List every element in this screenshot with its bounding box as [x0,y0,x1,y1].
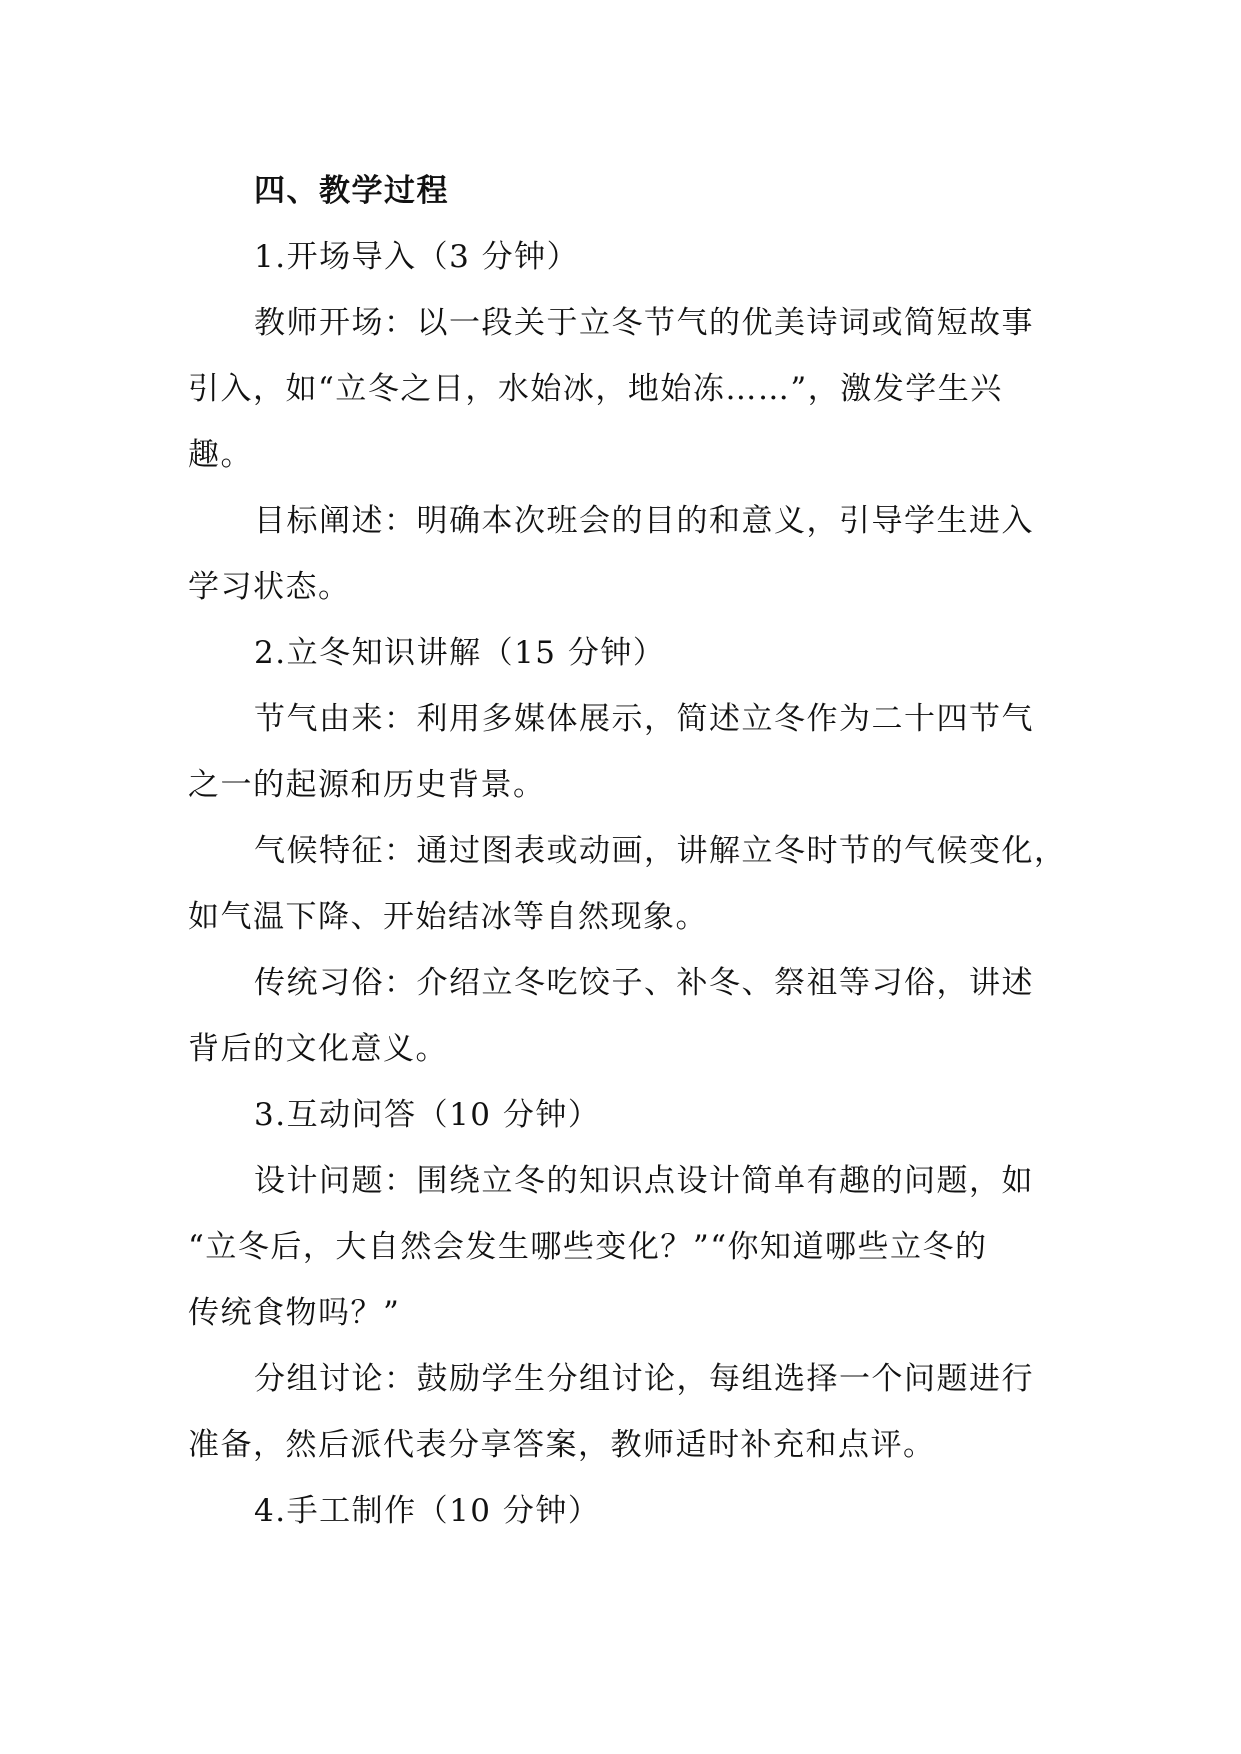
paragraph-line: 传统习俗：介绍立冬吃饺子、补冬、祭祖等习俗，讲述 [254,965,1034,1001]
paragraph [188,818,1067,950]
step-title: 3.互动问答（10 分钟） [254,1097,601,1133]
section-heading: 四、教学过程 [254,173,449,209]
paragraph-line: 设计问题：围绕立冬的知识点设计简单有趣的问题，如 [254,1163,1034,1199]
paragraph-line: 气候特征：通过图表或动画，讲解立冬时节的气候变化， [254,833,1067,869]
paragraph-line: 之一的起源和历史背景。 [188,767,546,803]
step-title: 1.开场导入（3 分钟） [254,239,580,275]
paragraph-line: 趣。 [188,437,253,473]
paragraph-line: 如气温下降、开始结冰等自然现象。 [188,899,708,935]
paragraph-line: 节气由来：利用多媒体展示，简述立冬作为二十四节气 [254,701,1034,737]
paragraph-line: “立冬后，大自然会发生哪些变化？”“你知道哪些立冬的 [188,1229,988,1265]
paragraph [188,1148,1060,1346]
step-title: 2.立冬知识讲解（15 分钟） [254,635,666,671]
paragraph-line: 教师开场：以一段关于立冬节气的优美诗词或简短故事 [254,305,1034,341]
paragraph-line: 目标阐述：明确本次班会的目的和意义，引导学生进入 [254,503,1034,539]
paragraph-line: 传统食物吗？” [188,1295,401,1331]
paragraph [188,1346,1060,1478]
paragraph-line: 引入，如“立冬之日，水始冰，地始冻……”，激发学生兴 [188,371,1003,407]
document-body [188,158,1067,1544]
paragraph [188,488,1060,620]
paragraph-line: 准备，然后派代表分享答案，教师适时补充和点评。 [188,1427,936,1463]
paragraph-line: 背后的文化意义。 [188,1031,448,1067]
paragraph [188,686,1060,818]
paragraph [188,290,1060,488]
paragraph [188,950,1060,1082]
step-title: 4.手工制作（10 分钟） [254,1493,601,1529]
paragraph-line: 分组讨论：鼓励学生分组讨论，每组选择一个问题进行 [254,1361,1034,1397]
paragraph-line: 学习状态。 [188,569,351,605]
